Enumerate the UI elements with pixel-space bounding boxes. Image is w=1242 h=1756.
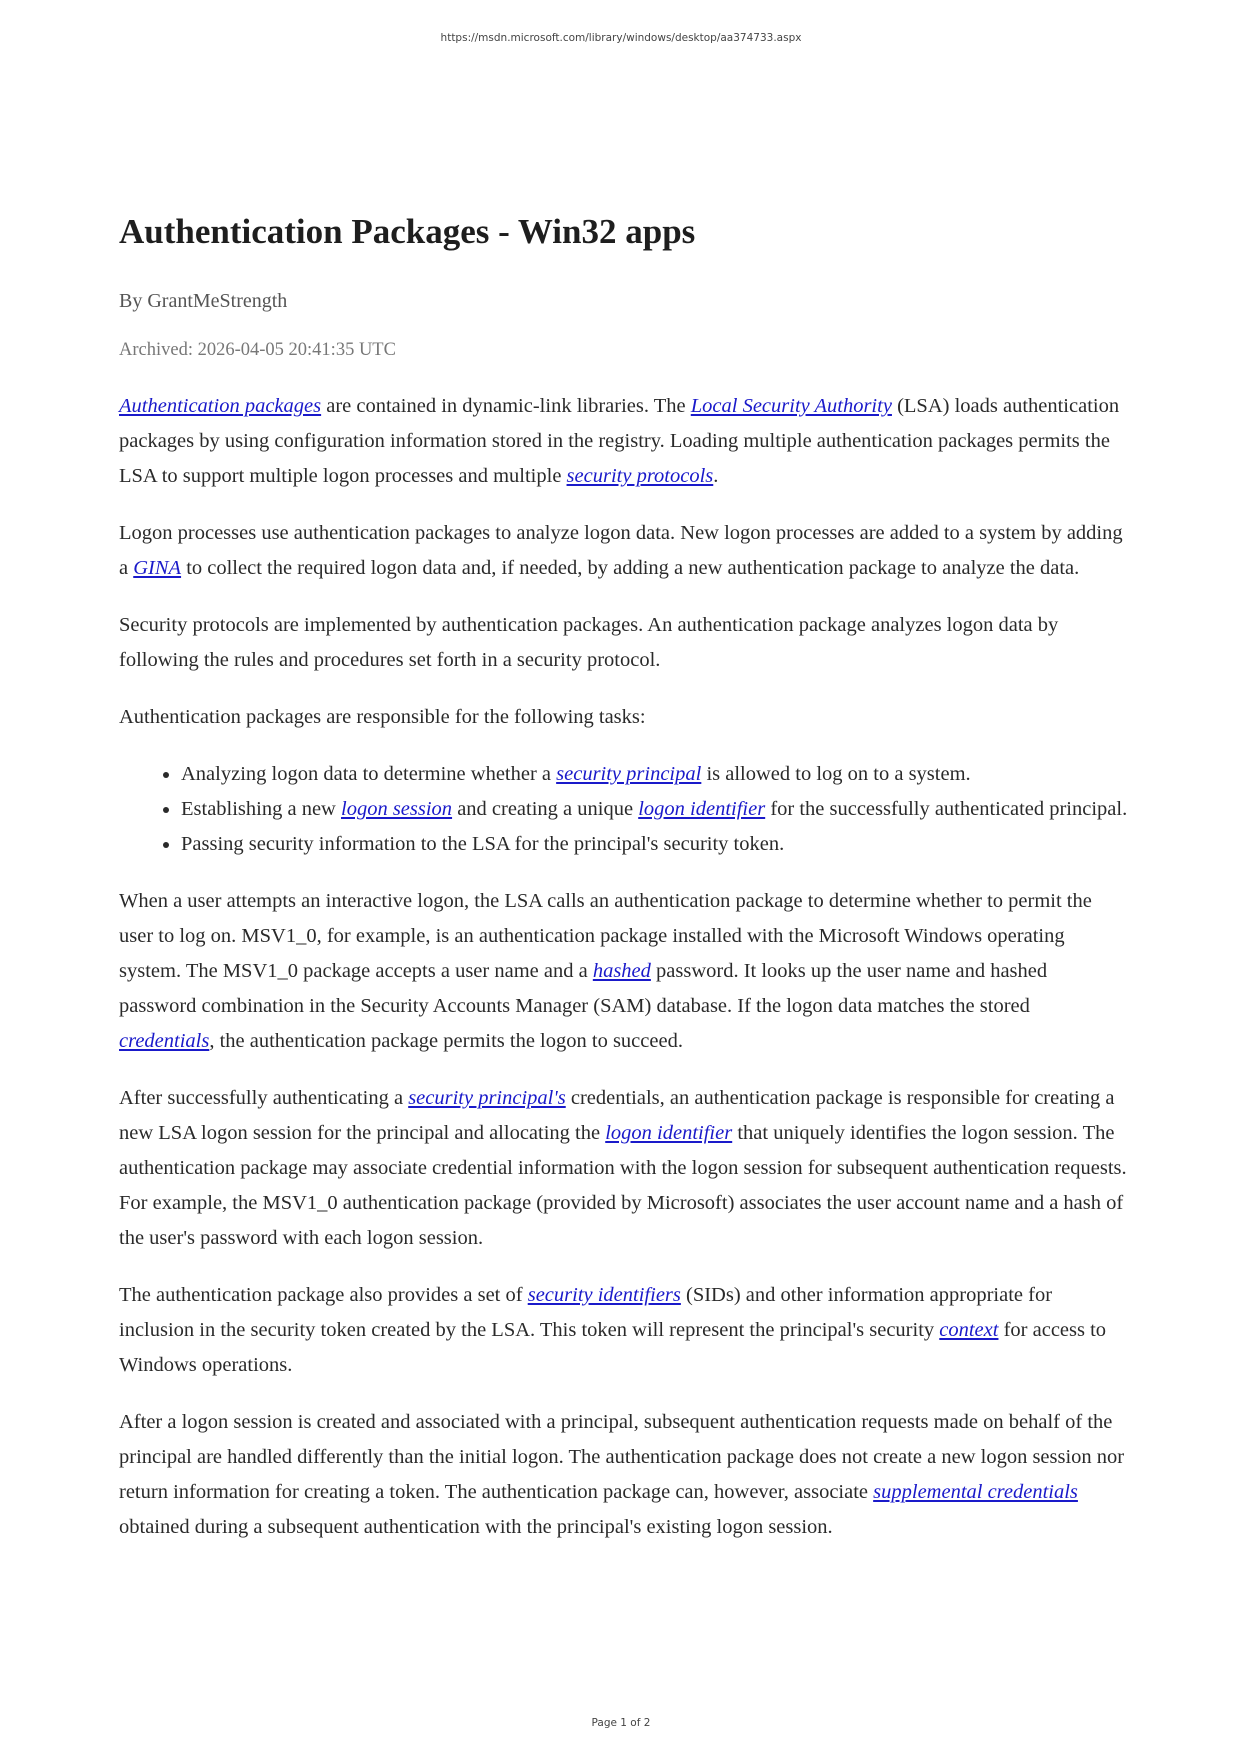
paragraph-3: Security protocols are implemented by authentication packages. An authentication package analyzes logon data by following the rules and procedures set forth in a security protocol. xyxy=(119,614,1059,671)
article-body xyxy=(119,389,1129,1567)
paragraph-1: Authentication packages are contained in dynamic-link libraries. The Local Security Authority (LSA) loads authentication packages by using configuration information stored in the registry. Loading multiple authentication packages permits the LSA to support multiple logon processes and multiple security protocols. xyxy=(119,395,1120,487)
paragraph-2: Logon processes use authentication packages to analyze logon data. New logon processes are added to a system by adding a GINA to collect the required logon data and, if needed, by adding a new authentication package to analyze the data. xyxy=(119,522,1123,579)
page-url-header: https://msdn.microsoft.com/library/windows/desktop/aa374733.aspx xyxy=(440,32,802,44)
link-security-principal[interactable]: security principal xyxy=(556,763,702,785)
archived-timestamp: Archived: 2026-04-05 20:41:35 UTC xyxy=(119,340,396,360)
link-credentials[interactable]: credentials xyxy=(119,1030,210,1052)
list-item: • Establishing a new logon session and creating a unique logon identifier for the successfully authenticated principal. xyxy=(181,792,1129,827)
link-gina[interactable]: GINA xyxy=(133,557,182,579)
link-context[interactable]: context xyxy=(939,1319,999,1341)
link-authentication-packages[interactable]: Authentication packages xyxy=(119,395,322,417)
page-number: Page 1 of 2 xyxy=(591,1717,651,1729)
paragraph-6: After successfully authenticating a security principal's credentials, an authentication package is responsible for creating a new LSA logon session for the principal and allocating the logon identifier that uniquely identifies the logon session. The authentication package may associate credential information with the logon session for subsequent authentication requests. For example, the MSV1_0 authentication package (provided by Microsoft) associates the user account name and a hash of the user's password with each logon session. xyxy=(119,1087,1127,1249)
author-byline: By GrantMeStrength xyxy=(119,290,288,312)
paragraph-5: When a user attempts an interactive logon, the LSA calls an authentication package to determine whether to permit the user to log on. MSV1_0, for example, is an authentication package installed with the Microsoft Windows operating system. The MSV1_0 package accepts a user name and a hashed password. It looks up the user name and hashed password combination in the Security Accounts Manager (SAM) database. If the logon data matches the stored credentials, the authentication package permits the logon to succeed. xyxy=(119,890,1092,1052)
link-supplemental-credentials[interactable]: supplemental credentials xyxy=(873,1481,1078,1503)
paragraph-7: The authentication package also provides a set of security identifiers (SIDs) and other information appropriate for inclusion in the security token created by the LSA. This token will represent the principal's security context for access to Windows operations. xyxy=(119,1284,1107,1376)
link-logon-session[interactable]: logon session xyxy=(341,798,453,820)
link-security-protocols[interactable]: security protocols xyxy=(566,465,714,487)
list-item: • Analyzing logon data to determine whether a security principal is allowed to log on to a system. xyxy=(181,757,1129,792)
page-title: Authentication Packages - Win32 apps xyxy=(119,212,696,251)
link-logon-identifier-2[interactable]: logon identifier xyxy=(605,1122,733,1144)
link-security-identifiers[interactable]: security identifiers xyxy=(527,1284,681,1306)
paragraph-8: After a logon session is created and associated with a principal, subsequent authentication requests made on behalf of the principal are handled differently than the initial logon. The authentication package does not create a new logon session nor return information for creating a token. The authentication package can, however, associate supplemental credentials obtained during a subsequent authentication with the principal's existing logon session. xyxy=(119,1411,1125,1538)
paragraph-4: Authentication packages are responsible for the following tasks: xyxy=(119,706,646,728)
link-security-principals[interactable]: security principal's xyxy=(408,1087,566,1109)
tasks-list xyxy=(119,757,1129,862)
list-item: • Passing security information to the LSA for the principal's security token. xyxy=(181,827,1129,862)
link-logon-identifier[interactable]: logon identifier xyxy=(638,798,766,820)
link-local-security-authority[interactable]: Local Security Authority xyxy=(690,395,892,417)
link-hashed[interactable]: hashed xyxy=(592,960,651,982)
